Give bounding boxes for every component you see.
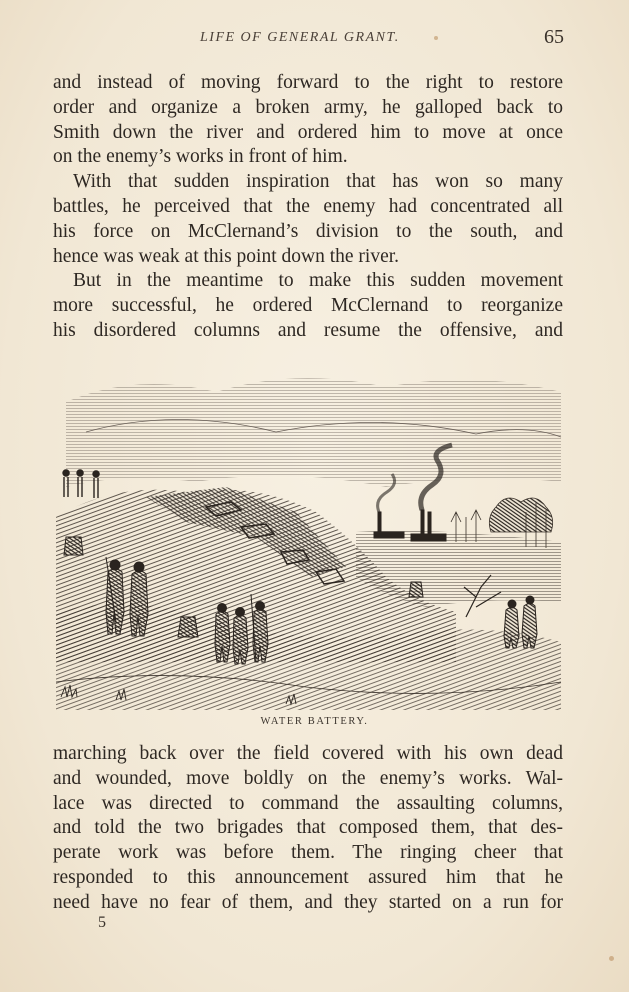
text-line: his force on McClernand’s division to the south, and — [53, 220, 563, 242]
running-head: LIFE OF GENERAL GRANT. — [200, 30, 400, 45]
text-line: and told the two brigades that composed them, that des- — [53, 817, 563, 839]
text-line: lace was directed to command the assaulting columns, — [53, 792, 563, 814]
figure-caption: WATER BATTERY. — [260, 716, 369, 727]
text-line: on the enemy’s works in front of him. — [53, 146, 348, 168]
paper-stain — [434, 36, 438, 40]
signature-mark: 5 — [98, 914, 106, 931]
page-number: 65 — [544, 26, 564, 48]
lookout-soldiers — [63, 470, 99, 498]
water-battery-engraving — [56, 362, 566, 710]
text-line: responded to this announcement assured him that he — [53, 866, 563, 888]
text-line: order and organize a broken army, he galloped back to — [53, 96, 563, 118]
text-line: But in the meantime to make this sudden movement — [73, 270, 563, 292]
text-line: more successful, he ordered McClernand to reorganize — [53, 295, 563, 317]
text-line: need have no fear of them, and they started on a run for — [53, 891, 563, 913]
text-line: and wounded, move boldly on the enemy’s works. Wal- — [53, 767, 563, 789]
text-line: marching back over the field covered with his own dead — [53, 743, 563, 764]
sky-clouds — [66, 378, 561, 487]
text-line: With that sudden inspiration that has won so many — [73, 171, 563, 193]
text-line: Smith down the river and ordered him to move at once — [53, 121, 563, 143]
text-line: hence was weak at this point down the river. — [53, 245, 400, 267]
text-line: battles, he perceived that the enemy had concentrated all — [53, 195, 563, 217]
paper-stain — [609, 956, 614, 961]
text-block-top — [53, 71, 563, 344]
text-line: his disordered columns and resume the offensive, and — [53, 319, 563, 341]
text-line: perate work was before them. The ringing cheer that — [53, 842, 563, 864]
text-line: and instead of moving forward to the right to restore — [53, 72, 563, 93]
text-block-bottom — [53, 742, 563, 916]
